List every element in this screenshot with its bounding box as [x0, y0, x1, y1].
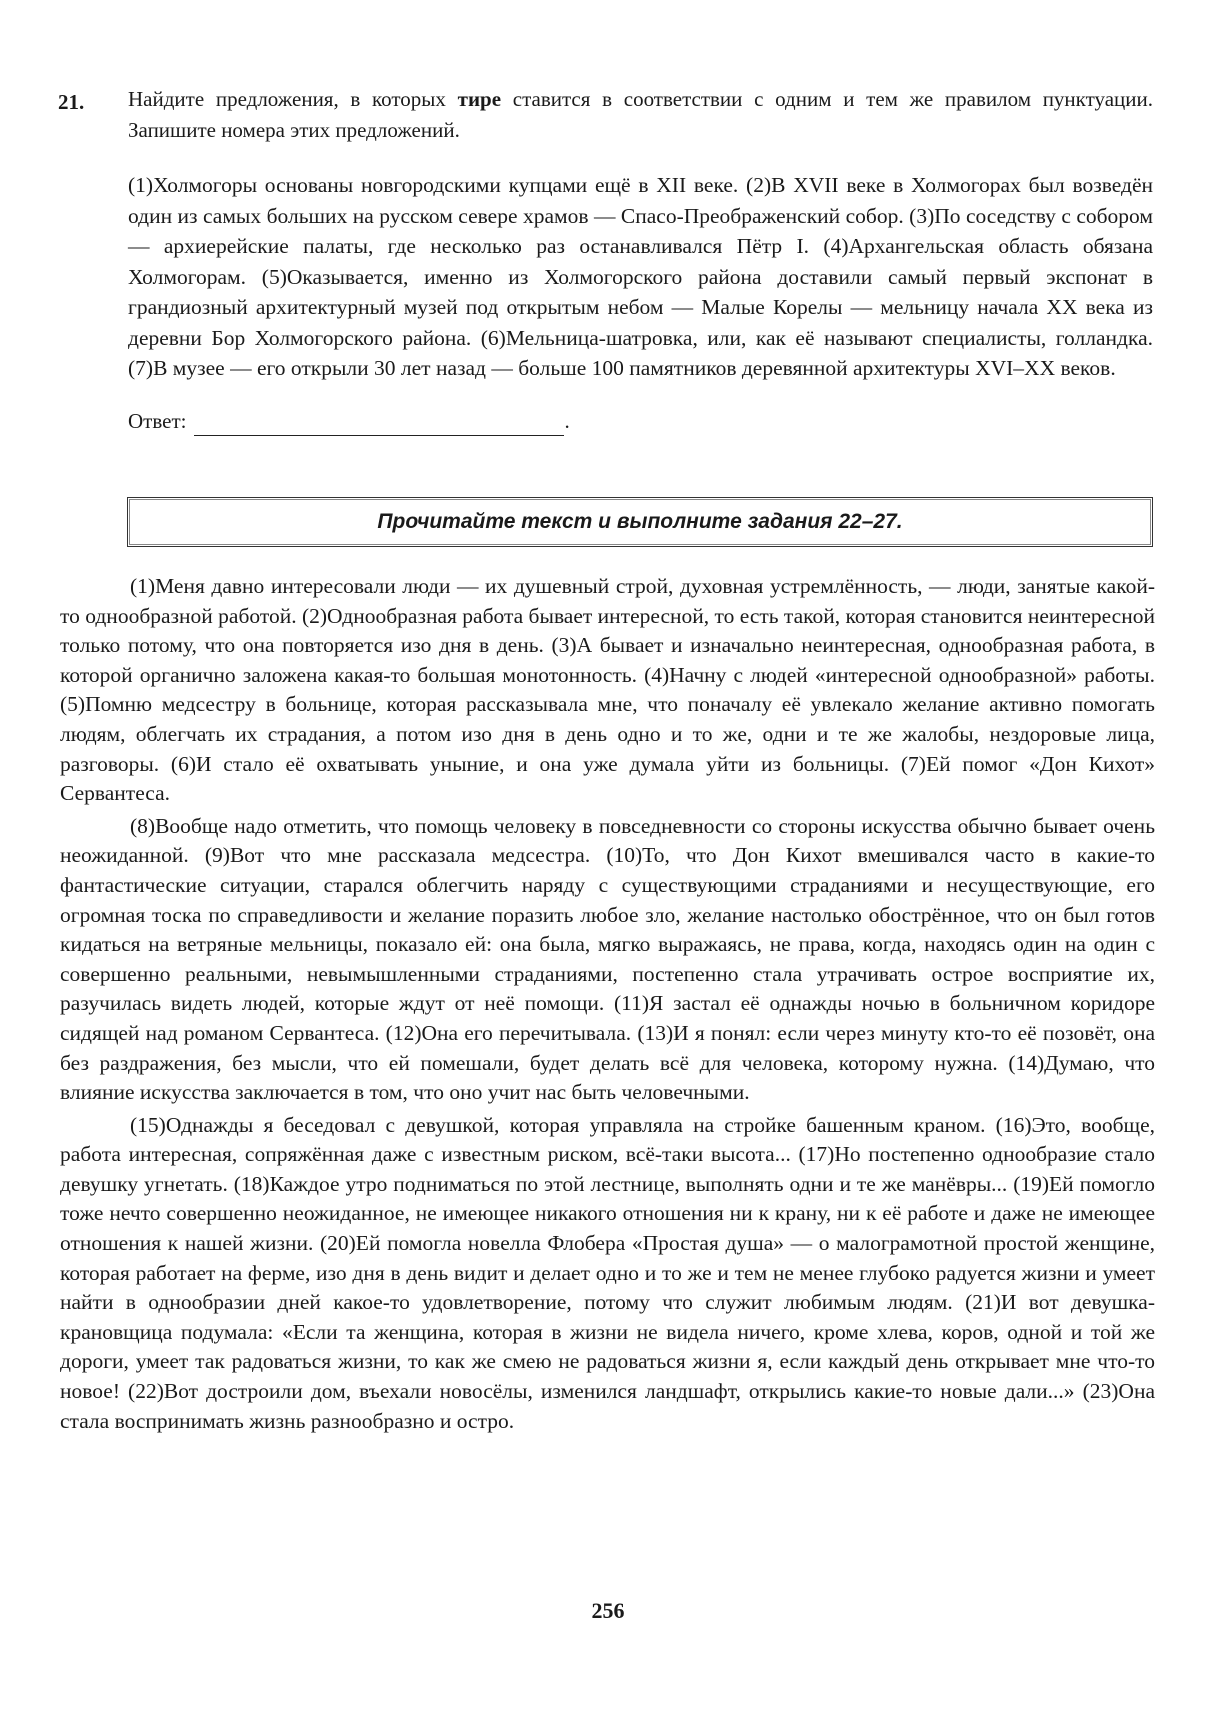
- answer-field[interactable]: [194, 413, 564, 436]
- instruction-box: [127, 497, 1153, 547]
- instruction-text: Прочитайте текст и выполните задания 22–27.: [377, 510, 903, 533]
- paragraph: (8)Вообще надо отметить, что помощь человеку в повседневности со стороны искусства обычно бывает очень неожиданной. (9)Вот что мне рассказала медсестра. (10)То, что Дон Кихот вмешивался часто в какие-то фантастические ситуации, старался облегчить наряду с существующими страданиями и несуществующие, его огромная тоска по справедливости и желание поразить любое зло, желание настолько обострённое, что он был готов кидаться на ветряные мельницы, показало ей: она была, мягко выражаясь, не права, когда, находясь один на один с совершенно реальными, невымышленными страданиями, постепенно стала утрачивать острое восприятие их, разучилась видеть людей, которые ждут от неё помощи. (11)Я застал её однажды ночью в больничном коридоре сидящей над романом Сервантеса. (12)Она его перечитывала. (13)И я понял: если через минуту кто-то её позовёт, она без раздражения, без мысли, что ей помешали, будет делать всё для человека, которому нужна. (14)Думаю, что влияние искусства заключается в том, что оно учит нас быть человечными.: [60, 813, 1155, 1105]
- task-sentences: (1)Холмогоры основаны новгородскими купцами ещё в XII веке. (2)В XVII веке в Холмогорах был возведён один из самых больших на русском севере храмов — Спасо-Преображенский собор. (3)По соседству с собором — архиерейские палаты, где несколько раз останавливался Пётр I. (4)Архангельская область обязана Холмогорам. (5)Оказывается, именно из Холмогорского района доставили самый первый экспонат в грандиозный архитектурный музей под открытым небом — Малые Корелы — мельницу начала XX века из деревни Бор Холмогорского района. (6)Мельница-шатровка, или, как её называют специалисты, голландка. (7)В музее — его открыли 30 лет назад — больше 100 памятников деревянной архитектуры XVI–XX веков.: [128, 173, 1153, 380]
- task-prompt-start: Найдите предложения, в которых: [128, 87, 458, 111]
- paragraph: (15)Однажды я беседовал с девушкой, которая управляла на стройке башенным краном. (16)Это, вообще, работа интересная, сопряжённая даже с известным риском, всё-таки высота... (17)Но постепенно однообразие стало девушку угнетать. (18)Каждое утро подниматься по этой лестнице, выполнять одни и те же манёвры... (19)Ей помогло тоже нечто совершенно неожиданное, не имеющее никакого отношения ни к крану, ни к её работе и даже не имеющее отношения к нашей жизни. (20)Ей помогла новелла Флобера «Простая душа» — о малограмотной простой женщине, которая работает на ферме, изо дня в день видит и делает одно и то же и тем не менее глубоко радуется жизни и умеет найти в однообразии дней какое-то удовлетворение, потому что служит любимым людям. (21)И вот девушка-крановщица подумала: «Если та женщина, которая в жизни не видела ничего, кроме хлева, коров, одной и той же дороги, умеет так радоваться жизни, то как же смею не радоваться жизни я, если каждый день открывает мне что-то новое! (22)Вот достроили дом, въехали новосёлы, изменился ландшафт, открылись какие-то новые дали...» (23)Она стала воспринимать жизнь разнообразно и остро.: [60, 1112, 1155, 1433]
- task-number: 21.: [58, 90, 85, 114]
- answer-row: [128, 406, 1153, 436]
- reading-text: [60, 572, 1155, 1439]
- task-prompt: [128, 84, 1153, 146]
- task-21: [58, 84, 1153, 436]
- answer-label: Ответ:: [128, 408, 187, 433]
- answer-end: .: [564, 408, 570, 433]
- task-prompt-end: ставится в соответствии с одним и тем же правилом пунктуации. Запишите номера этих предложений.: [128, 87, 1154, 142]
- task-prompt-bold: тире: [457, 87, 502, 111]
- paragraph: (1)Меня давно интересовали люди — их душевный строй, духовная устремлённость, — люди, занятые какой-то однообразной работой. (2)Однообразная работа бывает интересной, то есть такой, которая становится неинтересной только потому, что она повторяется изо дня в день. (3)А бывает и изначально неинтересная, однообразная работа, в которой органично заложена какая-то большая монотонность. (4)Начну с людей «интересной однообразной» работы. (5)Помню медсестру в больнице, которая рассказывала мне, что поначалу её увлекало желание активно помогать людям, облегчать их страдания, а потом изо дня в день одно и то же, одни и те же жалобы, нездоровые лица, разговоры. (6)И стало её охватывать уныние, и она уже думала уйти из больницы. (7)Ей помог «Дон Кихот» Сервантеса.: [60, 574, 1155, 806]
- page-number: 256: [591, 1598, 625, 1623]
